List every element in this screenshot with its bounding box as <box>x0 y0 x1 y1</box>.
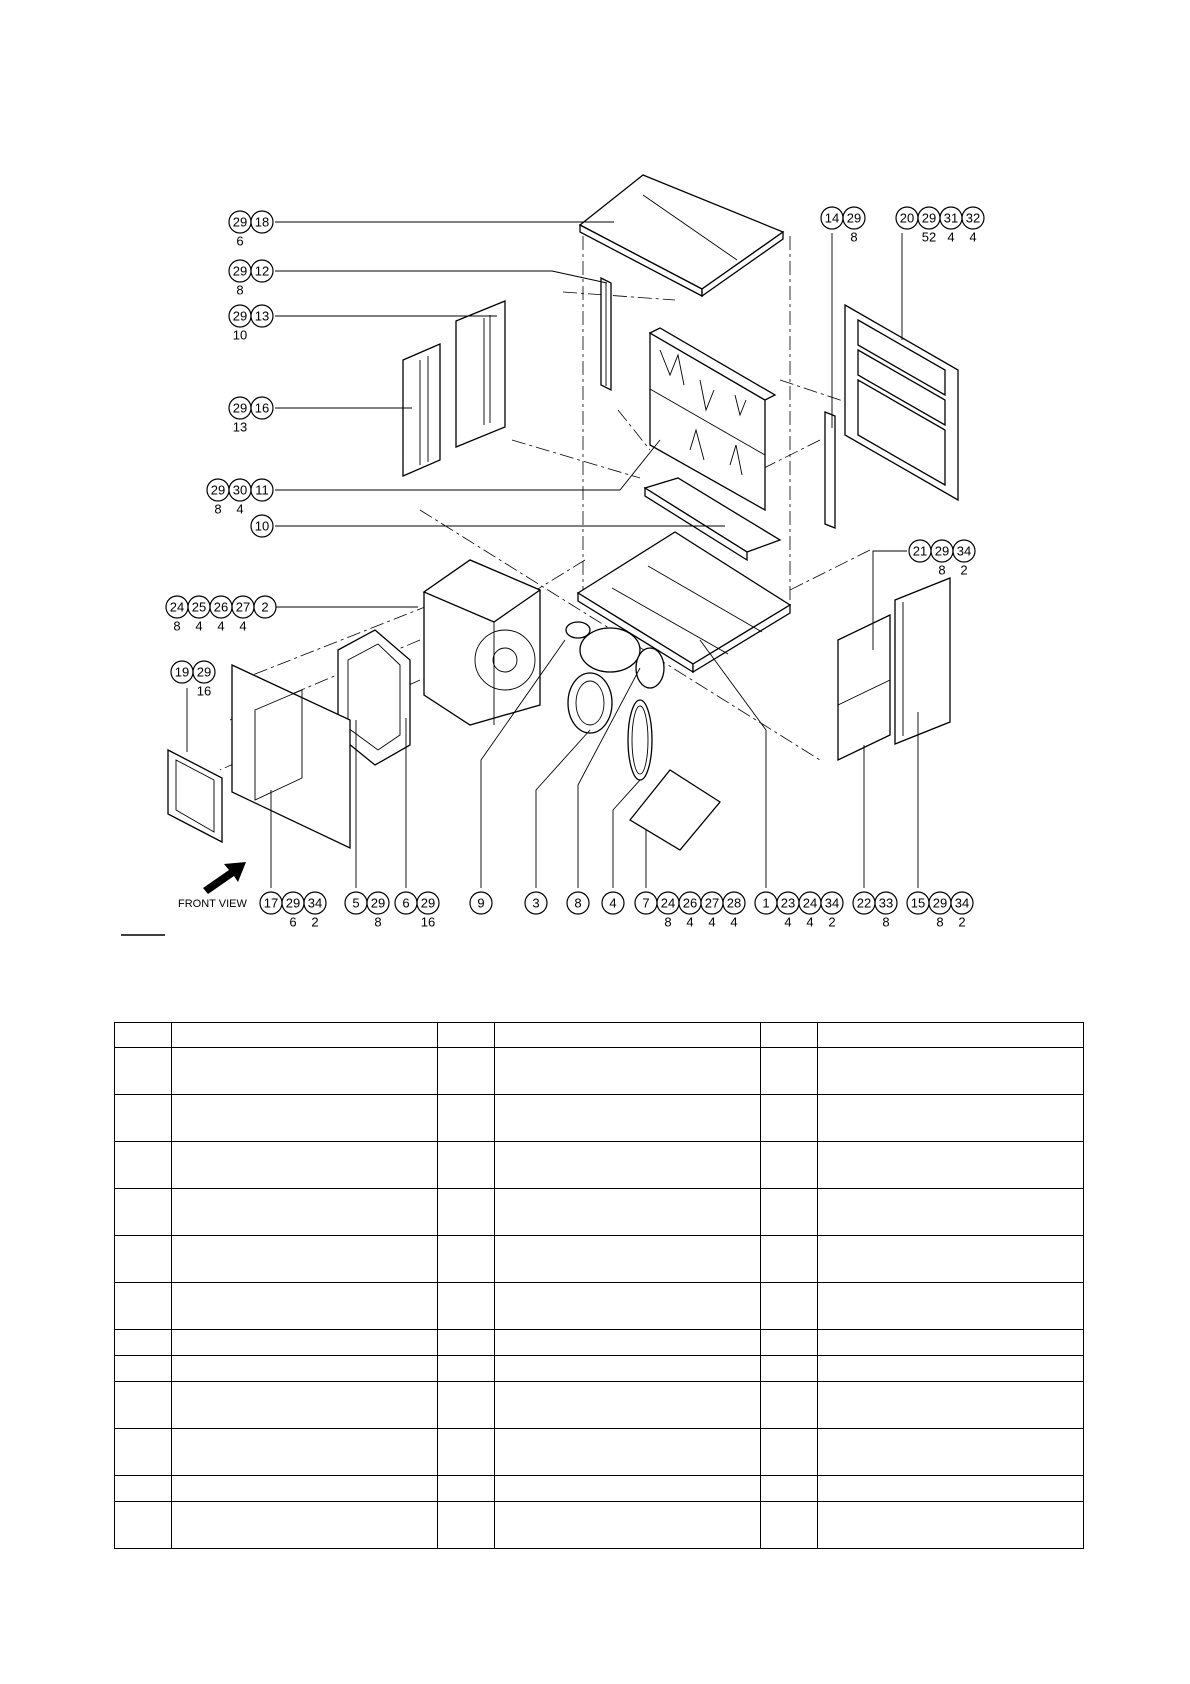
table-cell <box>172 1095 438 1142</box>
svg-text:6: 6 <box>236 233 244 249</box>
table-cell <box>172 1429 438 1476</box>
svg-text:29: 29 <box>210 482 226 498</box>
table-cell <box>438 1382 495 1429</box>
svg-text:29: 29 <box>232 263 248 279</box>
table-row <box>115 1142 1084 1189</box>
callout-15-29-34 <box>907 892 973 930</box>
table-cell <box>495 1189 761 1236</box>
table-header-row <box>115 1023 1084 1048</box>
table-cell <box>761 1048 818 1095</box>
table-cell <box>495 1023 761 1048</box>
svg-text:13: 13 <box>232 419 248 435</box>
table-cell <box>761 1502 818 1549</box>
table-cell <box>818 1476 1084 1502</box>
svg-text:29: 29 <box>370 895 386 911</box>
table-cell <box>115 1476 172 1502</box>
table-row <box>115 1382 1084 1429</box>
callout-29-18 <box>229 211 273 249</box>
table-cell <box>818 1330 1084 1356</box>
svg-text:29: 29 <box>285 895 301 911</box>
part-21-22-15-panels <box>838 578 950 760</box>
svg-text:29: 29 <box>921 210 937 226</box>
svg-text:30: 30 <box>232 482 248 498</box>
callout-10 <box>251 515 273 537</box>
table-cell <box>172 1382 438 1429</box>
svg-text:24: 24 <box>169 599 185 615</box>
callout-7-24-26-27-28 <box>635 892 745 930</box>
svg-text:4: 4 <box>217 618 225 634</box>
callout-22-33 <box>853 892 897 930</box>
svg-text:34: 34 <box>824 895 840 911</box>
table-cell <box>761 1429 818 1476</box>
callout-21-29-34 <box>909 540 975 578</box>
callout-6-29 <box>395 892 439 930</box>
front-view-label: FRONT VIEW <box>178 898 247 910</box>
svg-text:8: 8 <box>938 562 946 578</box>
svg-text:4: 4 <box>806 914 814 930</box>
svg-text:4: 4 <box>609 895 617 911</box>
svg-text:25: 25 <box>191 599 207 615</box>
table-cell <box>438 1023 495 1048</box>
svg-text:11: 11 <box>255 482 269 498</box>
svg-text:2: 2 <box>261 599 269 615</box>
part-18-top-panel <box>580 175 783 296</box>
table-cell <box>172 1142 438 1189</box>
table-cell <box>818 1382 1084 1429</box>
svg-text:29: 29 <box>196 664 212 680</box>
svg-text:8: 8 <box>574 895 582 911</box>
table-cell <box>115 1236 172 1283</box>
table-cell <box>172 1283 438 1330</box>
table-cell <box>172 1236 438 1283</box>
table-cell <box>495 1048 761 1095</box>
part-12-post <box>601 278 611 390</box>
table-cell <box>115 1330 172 1356</box>
svg-text:4: 4 <box>947 229 955 245</box>
svg-text:16: 16 <box>420 914 436 930</box>
svg-text:7: 7 <box>642 895 650 911</box>
callout-14-29 <box>821 207 865 245</box>
table-cell <box>115 1095 172 1142</box>
table-cell <box>438 1142 495 1189</box>
table-cell <box>495 1356 761 1382</box>
callout-19-29 <box>171 661 215 699</box>
table-cell <box>115 1048 172 1095</box>
table-cell <box>761 1382 818 1429</box>
part-13-16-side-panels <box>403 301 505 476</box>
table-cell <box>438 1356 495 1382</box>
svg-text:29: 29 <box>934 543 950 559</box>
table-cell <box>172 1048 438 1095</box>
svg-text:3: 3 <box>532 895 540 911</box>
svg-text:4: 4 <box>969 229 977 245</box>
table-row <box>115 1476 1084 1502</box>
table-cell <box>818 1502 1084 1549</box>
svg-text:15: 15 <box>910 895 926 911</box>
table-cell <box>172 1502 438 1549</box>
callout-29-13 <box>229 305 273 343</box>
svg-text:4: 4 <box>784 914 792 930</box>
table-cell <box>818 1023 1084 1048</box>
svg-text:4: 4 <box>236 501 244 517</box>
parts-list-table <box>114 1022 1084 1549</box>
callout-24-25-26-27-2 <box>166 596 276 634</box>
table-cell <box>761 1095 818 1142</box>
svg-text:26: 26 <box>682 895 698 911</box>
svg-text:8: 8 <box>374 914 382 930</box>
svg-text:2: 2 <box>960 562 968 578</box>
table-cell <box>761 1330 818 1356</box>
svg-text:32: 32 <box>965 210 981 226</box>
part-14-post <box>825 412 835 528</box>
table-row <box>115 1502 1084 1549</box>
svg-text:16: 16 <box>254 400 270 416</box>
table-cell <box>438 1429 495 1476</box>
table-cell <box>438 1095 495 1142</box>
svg-text:4: 4 <box>686 914 694 930</box>
svg-text:8: 8 <box>664 914 672 930</box>
table-row <box>115 1236 1084 1283</box>
table-cell <box>495 1382 761 1429</box>
table-cell <box>438 1502 495 1549</box>
table-cell <box>761 1476 818 1502</box>
svg-text:10: 10 <box>232 327 248 343</box>
svg-text:31: 31 <box>943 210 959 226</box>
table-cell <box>495 1236 761 1283</box>
table-cell <box>818 1429 1084 1476</box>
table-cell <box>818 1142 1084 1189</box>
svg-text:18: 18 <box>254 214 270 230</box>
table-cell <box>761 1283 818 1330</box>
table-cell <box>761 1236 818 1283</box>
table-row <box>115 1048 1084 1095</box>
table-cell <box>761 1142 818 1189</box>
table-cell <box>818 1236 1084 1283</box>
svg-text:8: 8 <box>173 618 181 634</box>
table-cell <box>172 1023 438 1048</box>
svg-text:4: 4 <box>730 914 738 930</box>
part-20-damper-frame <box>845 305 958 500</box>
svg-text:34: 34 <box>954 895 970 911</box>
svg-text:20: 20 <box>899 210 915 226</box>
callout-29-16 <box>229 397 273 435</box>
svg-text:2: 2 <box>311 914 319 930</box>
table-cell <box>115 1283 172 1330</box>
callout-5-29 <box>345 892 389 930</box>
table-cell <box>438 1189 495 1236</box>
svg-text:8: 8 <box>882 914 890 930</box>
table-cell <box>818 1189 1084 1236</box>
svg-text:29: 29 <box>846 210 862 226</box>
table-row <box>115 1330 1084 1356</box>
table-cell <box>172 1476 438 1502</box>
svg-text:14: 14 <box>824 210 840 226</box>
svg-text:33: 33 <box>878 895 894 911</box>
table-cell <box>115 1382 172 1429</box>
svg-text:4: 4 <box>195 618 203 634</box>
table-cell <box>761 1023 818 1048</box>
svg-text:29: 29 <box>232 308 248 324</box>
table-cell <box>495 1283 761 1330</box>
svg-text:4: 4 <box>708 914 716 930</box>
table-row <box>115 1283 1084 1330</box>
table-row <box>115 1095 1084 1142</box>
svg-text:8: 8 <box>850 229 858 245</box>
table-cell <box>438 1048 495 1095</box>
table-cell <box>761 1356 818 1382</box>
svg-text:2: 2 <box>828 914 836 930</box>
table-cell <box>438 1330 495 1356</box>
svg-text:6: 6 <box>289 914 297 930</box>
svg-text:12: 12 <box>254 263 270 279</box>
table-cell <box>438 1236 495 1283</box>
table-row <box>115 1189 1084 1236</box>
svg-text:8: 8 <box>214 501 222 517</box>
svg-text:34: 34 <box>307 895 323 911</box>
svg-text:1: 1 <box>762 895 770 911</box>
svg-text:22: 22 <box>856 895 872 911</box>
svg-text:24: 24 <box>660 895 676 911</box>
svg-text:27: 27 <box>235 599 251 615</box>
table-cell <box>115 1023 172 1048</box>
table-cell <box>495 1502 761 1549</box>
table-cell <box>818 1356 1084 1382</box>
table-cell <box>115 1502 172 1549</box>
svg-text:2: 2 <box>958 914 966 930</box>
table-cell <box>818 1095 1084 1142</box>
svg-text:29: 29 <box>420 895 436 911</box>
callout-29-12 <box>229 260 273 298</box>
callout-4 <box>602 892 624 914</box>
svg-text:6: 6 <box>402 895 410 911</box>
svg-text:5: 5 <box>352 895 360 911</box>
part-3-pulley-large <box>568 673 612 733</box>
front-arrow-icon <box>203 862 246 894</box>
svg-text:10: 10 <box>254 518 270 534</box>
callout-8 <box>567 892 589 914</box>
table-cell <box>818 1048 1084 1095</box>
svg-text:29: 29 <box>932 895 948 911</box>
svg-text:8: 8 <box>936 914 944 930</box>
table-cell <box>495 1476 761 1502</box>
svg-text:34: 34 <box>956 543 972 559</box>
table-cell <box>115 1189 172 1236</box>
table-cell <box>438 1476 495 1502</box>
callout-1-23-24-34 <box>755 892 843 930</box>
table-cell <box>115 1142 172 1189</box>
table-cell <box>115 1429 172 1476</box>
part-17-front-panel <box>232 665 350 848</box>
part-19-front-frame <box>168 750 222 842</box>
front-view-indicator <box>178 862 247 910</box>
table-cell <box>495 1330 761 1356</box>
table-cell <box>495 1095 761 1142</box>
svg-text:23: 23 <box>780 895 796 911</box>
callout-17-29-34 <box>260 892 326 930</box>
svg-text:4: 4 <box>239 618 247 634</box>
table-cell <box>172 1356 438 1382</box>
callout-29-30-11 <box>207 479 273 517</box>
table-cell <box>495 1142 761 1189</box>
svg-text:17: 17 <box>263 895 279 911</box>
svg-text:24: 24 <box>802 895 818 911</box>
table-cell <box>172 1189 438 1236</box>
part-8-motor <box>580 628 640 672</box>
svg-text:16: 16 <box>196 683 212 699</box>
part-7-motor-base <box>630 770 720 850</box>
svg-text:13: 13 <box>254 308 270 324</box>
svg-text:26: 26 <box>213 599 229 615</box>
svg-text:9: 9 <box>477 895 485 911</box>
callout-20-29-31-32 <box>896 207 984 245</box>
svg-text:28: 28 <box>726 895 742 911</box>
svg-text:27: 27 <box>704 895 720 911</box>
table-cell <box>438 1283 495 1330</box>
svg-text:21: 21 <box>912 543 928 559</box>
table-cell <box>495 1429 761 1476</box>
svg-text:29: 29 <box>232 400 248 416</box>
callout-3 <box>525 892 547 914</box>
table-cell <box>115 1356 172 1382</box>
table-cell <box>172 1330 438 1356</box>
svg-text:19: 19 <box>174 664 190 680</box>
svg-text:8: 8 <box>236 282 244 298</box>
callout-9 <box>470 892 492 914</box>
table-row <box>115 1356 1084 1382</box>
table-row <box>115 1429 1084 1476</box>
table-cell <box>761 1189 818 1236</box>
svg-text:52: 52 <box>921 229 937 245</box>
table-cell <box>818 1283 1084 1330</box>
svg-text:29: 29 <box>232 214 248 230</box>
